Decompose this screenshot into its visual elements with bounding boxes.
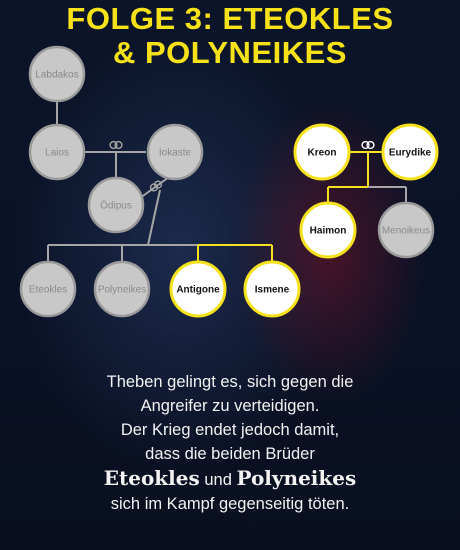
person-ismene xyxy=(245,262,299,316)
story-conjunction: und xyxy=(204,471,232,489)
person-menoikeus-label: Menoikeus xyxy=(381,225,431,237)
story-line-4: dass die beiden Brüder xyxy=(145,445,315,463)
person-labdakos-label: Labdakos xyxy=(35,69,79,81)
story-line-5 xyxy=(20,466,440,492)
edge-marriage-children xyxy=(148,190,160,245)
person-antigone xyxy=(171,262,225,316)
story-line-2: Angreifer zu verteidigen. xyxy=(140,397,320,415)
person-kreon-label: Kreon xyxy=(307,147,337,159)
person-menoikeus xyxy=(379,203,433,257)
person-oedipus-label: Ödipus xyxy=(100,200,132,212)
story-name-polyneikes: Polyneikes xyxy=(236,466,357,490)
story-line-1: Theben gelingt es, sich gegen die xyxy=(106,373,354,391)
story-line-3: Der Krieg endet jedoch damit, xyxy=(120,421,340,439)
person-eurydike-label: Eurydike xyxy=(388,147,432,159)
person-polyneikes-label: Polyneikes xyxy=(97,284,147,296)
wedding-rings-icon xyxy=(110,142,122,149)
story-name-eteokles: Eteokles xyxy=(103,466,200,490)
person-oedipus xyxy=(89,178,143,232)
person-ismene-label: Ismene xyxy=(254,284,290,296)
person-iokaste-label: Iokaste xyxy=(158,147,192,159)
person-polyneikes xyxy=(95,262,149,316)
story-line-6: sich im Kampf gegenseitig töten. xyxy=(110,495,350,513)
person-eurydike xyxy=(383,125,437,179)
title-line-2: & POLYNEIKES xyxy=(113,35,347,70)
person-antigone-label: Antigone xyxy=(176,284,220,296)
person-laios xyxy=(30,125,84,179)
person-eteokles-label: Eteokles xyxy=(28,284,68,296)
person-labdakos xyxy=(30,47,84,101)
person-iokaste xyxy=(148,125,202,179)
person-kreon xyxy=(295,125,349,179)
person-haimon xyxy=(301,203,355,257)
person-eteokles xyxy=(21,262,75,316)
person-laios-label: Laios xyxy=(45,147,69,159)
title-line-1: FOLGE 3: ETEOKLES xyxy=(66,1,394,36)
person-haimon-label: Haimon xyxy=(309,225,347,237)
story-text xyxy=(20,370,440,516)
wedding-rings-icon xyxy=(362,142,374,149)
